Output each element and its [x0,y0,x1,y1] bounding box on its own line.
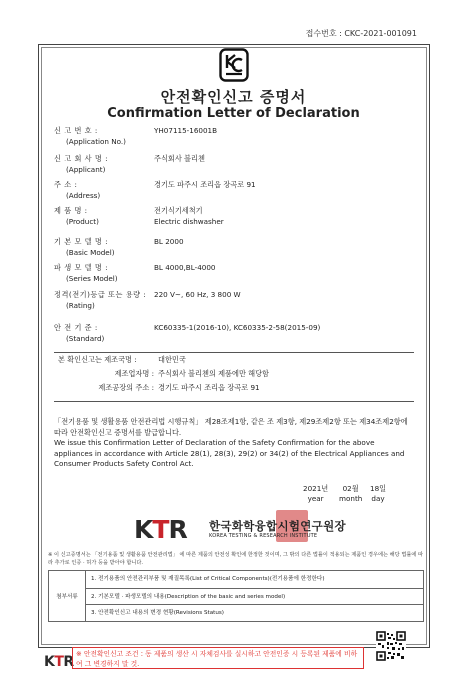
attachments-table [48,570,424,622]
attachment-item: 1. 전기용품의 안전관리부품 및 재질목록(List of Critical Components)(전기용품에 한정한다) [91,576,325,582]
safety-condition-text: ※ 안전확인신고 조건 : 동 제품의 생산 시 자체검사를 실시하고 안전인증 시 등록된 제품에 비하여 그 변경하지 말 것. [76,650,358,668]
date-day-value: 18일 [370,484,387,493]
field-value: 경기도 파주시 조리읍 장곡로 91 [154,180,256,189]
statement-english: We issue this Confirmation Letter of Declaration of the Safety Confirmation for the above appliances in accordance with Article 28(1), 28(3), 29(2) or 34(2) of the Electrical Appliances and Consumer Products Safety Control Act. [54,438,405,468]
country-label: 본 확인신고는 제조국명 : [58,355,137,364]
attachment-item: 2. 기본모델 · 파생모델의 내용(Description of the basic and series model) [85,588,423,605]
title-english: Confirmation Letter of Declaration [107,106,360,121]
field-value: 220 V~, 60 Hz, 3 800 W [154,290,241,299]
notice-text: ※ 이 신고증명서는 「전기용품 및 생활용품 안전관리법」 에 따른 제품의 안전성 확인에 한정한 것이며, 그 밖의 다른 법률이 적용되는 제품인 경우에는 해당 법률에 따라 추가로 인증 · 허가 등을 받아야 합니다. [48,552,424,566]
qr-code-icon [376,631,406,661]
field-value-en: Electric dishwasher [154,217,224,226]
institute-name-english: KOREA TESTING & RESEARCH INSTITUTE [209,533,318,539]
field-value: KC60335-1(2016-10), KC60335-2-58(2015-09) [154,323,321,332]
attachment-item: 3. 안전확인신고 내용의 변경 현황(Revisions Status) [85,604,423,621]
field-label: 기 본 모 델 명 : [54,237,109,246]
field-label-en: (Address) [66,191,101,200]
manufacturer-box [54,352,414,402]
field-label: 제 품 명 : [54,206,88,215]
field-label: 파 생 모 델 명 : [54,263,109,272]
attachments-header: 첨부서류 [49,571,86,621]
statement [54,417,414,470]
field-label: 신 고 번 호 : [54,126,98,135]
maker-label: 제조업자명 : [114,369,154,378]
field-label-en: (Rating) [66,301,95,310]
date-day [370,484,386,503]
factory-label: 제조공장의 주소 : [98,383,154,392]
date-month [339,484,362,503]
safety-condition-notice [72,647,364,669]
field-value: 전기식기세척기 [154,206,203,215]
statement-korean: 「전기용품 및 생활용품 안전관리법 시행규칙」 제28조제1항, 같은 조 제3항, 제29조제2항 또는 제34조제2항에 따라 안전확인신고 증명서를 발급합니다. [54,417,408,437]
ktr-logo: KTR [134,515,187,544]
field-value: 주식회사 블리첸 [154,154,205,163]
country-value: 대한민국 [158,355,186,364]
title-korean: 안전확인신고 증명서 [160,88,307,106]
field-label: 신 고 회 사 명 : [54,154,109,163]
date-year-label: year [307,494,324,503]
factory-value: 경기도 파주시 조리읍 장곡로 91 [158,383,260,392]
field-label-en: (Applicant) [66,165,106,174]
field-label-en: (Basic Model) [66,248,115,257]
date-month-value: 02월 [342,484,359,493]
date-year-value: 2021년 [303,484,329,493]
field-label: 정격(전기)등급 또는 용량 : [54,290,147,299]
date-month-label: month [339,494,363,503]
field-value: BL 4000,BL-4000 [154,263,216,272]
field-label-en: (Application No.) [66,137,126,146]
receipt-number: 접수번호 : CKC-2021-001091 [305,29,417,38]
ktr-footer-logo: KTR [44,654,74,670]
field-label: 주 소 : [54,180,78,189]
kc-mark-icon [219,48,249,82]
field-label-en: (Standard) [66,334,105,343]
field-value: YH07115-16001B [154,126,218,135]
date-day-label: day [371,494,385,503]
field-label-en: (Series Model) [66,274,118,283]
field-label-en: (Product) [66,217,99,226]
institute-name-korean: 한국화학융합시험연구원장 [209,519,346,533]
date-year [303,484,328,503]
field-label: 안 전 기 준 : [54,323,98,332]
field-value: BL 2000 [154,237,184,246]
maker-value: 주식회사 블리첸의 제품에만 해당함 [158,369,270,378]
